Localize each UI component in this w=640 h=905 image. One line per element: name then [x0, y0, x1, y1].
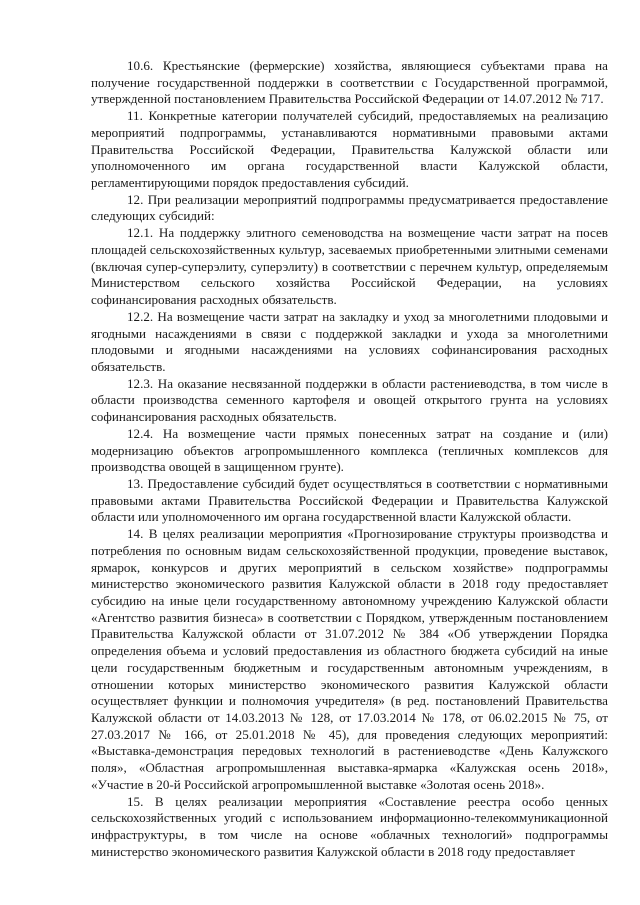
- paragraph-14: 14. В целях реализации мероприятия «Прогнозирование структуры производства и потребления по основным видам сельскохозяйственной продукции, проведение выставок, ярмарок, конкурсов и других мероприятий в сельском хозяйстве» подпрограммы министерство экономического развития Калужской области в 2018 году предоставляет субсидию на иные цели государственному автономному учреждению Калужской области «Агентство развития бизнеса» в соответствии с Порядком, утвержденным постановлением Правительства Калужской области от 31.07.2012 № 384 «Об утверждении Порядка определения объема и условий предоставления из областного бюджета субсидий на иные цели государственным бюджетным и государственным автономным учреждениям, в отношении которых министерство экономического развития Калужской области осуществляет функции и полномочия учредителя» (в ред. постановлений Правительства Калужской области от 14.03.2013 № 128, от 17.03.2014 № 178, от 06.02.2015 № 75, от 27.03.2017 № 166, от 25.01.2018 № 45), для проведения следующих мероприятий: «Выставка-демонстрация передовых технологий в растениеводстве «День Калужского поля», «Областная агропромышленная выставка-ярмарка «Калужская осень 2018», «Участие в 20-й Российской агропромышленной выставке «Золотая осень 2018».: [91, 526, 608, 792]
- paragraph-12-4: 12.4. На возмещение части прямых понесенных затрат на создание и (или) модернизацию объектов агропромышленного комплекса (тепличных комплексов для производства овощей в защищенном грунте).: [91, 425, 608, 475]
- paragraph-13: 13. Предоставление субсидий будет осуществляться в соответствии с нормативными правовыми актами Правительства Российской Федерации и Правительства Калужской области или уполномоченного им органа государственной власти Калужской области.: [91, 475, 608, 525]
- paragraph-12-1: 12.1. На поддержку элитного семеноводства на возмещение части затрат на посев площадей сельскохозяйственных культур, засеваемых приобретенными элитными семенами (включая супер-суперэлиту, суперэлиту) в соответствии с перечнем культур, определяемым Министерством сельского хозяйства Российской Федерации, на условиях софинансирования расходных обязательств.: [91, 225, 608, 308]
- paragraph-12-2: 12.2. На возмещение части затрат на закладку и уход за многолетними плодовыми и ягодными насаждениями в связи с поддержкой закладки и ухода за многолетними плодовыми и ягодными насаждениями на условиях софинансирования расходных обязательств.: [91, 308, 608, 374]
- paragraph-12: 12. При реализации мероприятий подпрограммы предусматривается предоставление следующих субсидий:: [91, 191, 608, 224]
- paragraph-11: 11. Конкретные категории получателей субсидий, предоставляемых на реализацию мероприятий подпрограммы, устанавливаются нормативными правовыми актами Правительства Российской Федерации, Правительства Калужской области или уполномоченного им органа государственной власти Калужской области, регламентирующими порядок предоставления субсидий.: [91, 108, 608, 191]
- paragraph-12-3: 12.3. На оказание несвязанной поддержки в области растениеводства, в том числе в области производства семенного картофеля и овощей открытого грунта на условиях софинансирования расходных обязательств.: [91, 375, 608, 425]
- paragraph-15: 15. В целях реализации мероприятия «Составление реестра особо ценных сельскохозяйственных угодий с использованием информационно-телекоммуникационной инфраструктуры, в том числе на основе «облачных технологий» подпрограммы министерство экономического развития Калужской области в 2018 году предоставляет: [91, 793, 608, 859]
- document-body: [91, 58, 608, 861]
- paragraph-10-6: 10.6. Крестьянские (фермерские) хозяйства, являющиеся субъектами права на получение государственной поддержки в соответствии с Государственной программой, утвержденной постановлением Правительства Российской Федерации от 14.07.2012 № 717.: [91, 58, 608, 107]
